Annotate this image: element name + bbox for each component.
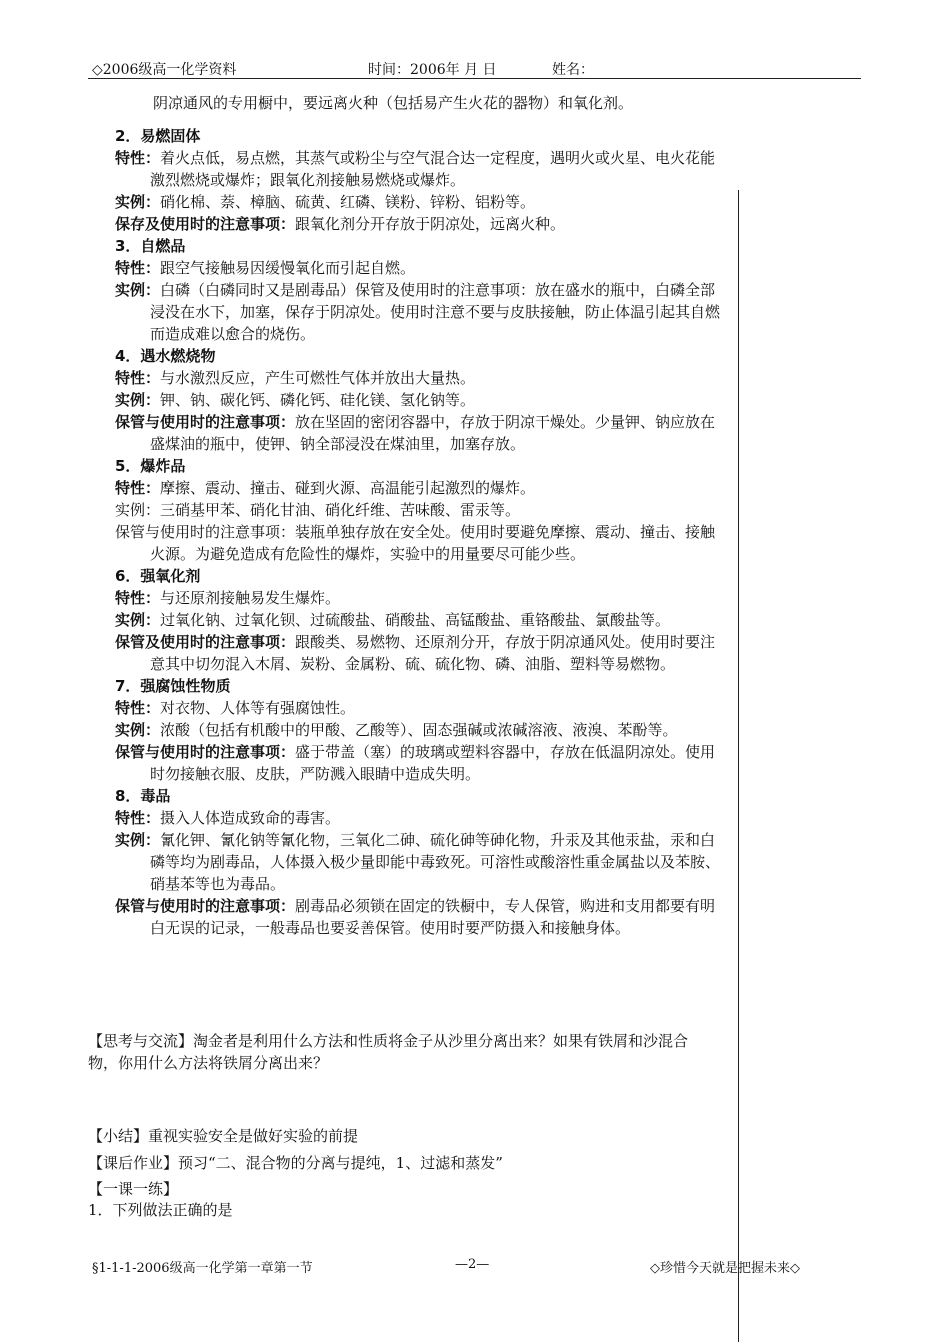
row-label: 实例： [115,193,161,211]
row-text: 白磷（白磷同时又是剧毒品）保管及使用时的注意事项：放在盛水的瓶中，白磷全部浸没在水下，加塞，保存于阴凉处。使用时注意不要与皮肤接触，防止体温引起其自燃而造成难以愈合的烧伤。 [150,281,721,343]
row-label: 实例： [115,721,161,739]
header-time: 时间：2006年 月 日 [368,62,497,78]
row-text: 放在坚固的密闭容器中，存放于阴凉干燥处。少量钾、钠应放在盛煤油的瓶中，使钾、钠全部浸没在煤油里，加塞存放。 [150,413,716,453]
row-text: 对衣物、人体等有强腐蚀性。 [160,699,356,717]
row-text: 浓酸（包括有机酸中的甲酸、乙酸等）、固态强碱或浓碱溶液、液溴、苯酚等。 [160,721,678,739]
row-label: 实例： [115,391,161,409]
row-text: 与水激烈反应，产生可燃性气体并放出大量热。 [160,369,476,387]
think-exchange: 【思考与交流】淘金者是利用什么方法和性质将金子从沙里分离出来？如果有铁屑和沙混合物，你用什么方法将铁屑分离出来？ [88,1032,689,1072]
section-heading: 7．强腐蚀性物质 [115,677,231,695]
homework: 【课后作业】预习“二、混合物的分离与提纯，1、过滤和蒸发” [88,1154,503,1172]
section-row [115,807,727,829]
row-label: 特性： [115,259,161,277]
row-text: 过氧化钠、过氧化钡、过硫酸盐、硝酸盐、高锰酸盐、重铬酸盐、氯酸盐等。 [160,611,671,629]
section-row [115,213,727,235]
row-label: 保存及使用时的注意事项： [115,215,296,233]
row-text: 跟氧化剂分开存放于阴凉处，远离火种。 [295,215,566,233]
section-row [115,367,727,389]
section-heading: 2．易燃固体 [115,127,201,145]
row-label: 特性： [115,589,161,607]
row-label: 特性： [115,809,161,827]
sections [115,125,727,939]
section-row [115,521,727,565]
row-text: 剧毒品必须锁在固定的铁橱中，专人保管，购进和支用都要有明白无误的记录，一般毒品也要妥善保管。使用时要严防摄入和接触身体。 [150,897,716,937]
intro-text: 阴凉通风的专用橱中，要远离火种（包括易产生火花的器物）和氧化剂。 [153,94,634,112]
footer-left: §1-1-1-2006级高一化学第一章第一节 [92,1261,313,1276]
row-text: 摄入人体造成致命的毒害。 [160,809,341,827]
section-row [115,895,727,939]
document-body [115,92,727,939]
row-label: 实例： [115,501,161,519]
section-heading: 4．遇水燃烧物 [115,347,216,365]
binding-line [738,190,739,1342]
row-label: 实例： [115,281,161,299]
row-text: 氰化钾、氰化钠等氰化物，三氧化二砷、硫化砷等砷化物，升汞及其他汞盐，汞和白磷等均为剧毒品，人体摄入极少量即能中毒致死。可溶性或酸溶性重金属盐以及苯胺、硝基苯等也为毒品。 [150,831,721,893]
header-title: ◇2006级高一化学资料 [92,62,237,78]
section-heading: 6．强氧化剂 [115,567,201,585]
header-name: 姓名： [552,62,594,78]
row-label: 特性： [115,699,161,717]
summary: 【小结】重视实验安全是做好实验的前提 [88,1127,359,1145]
page-header [0,57,950,79]
row-label: 特性： [115,479,161,497]
row-text: 跟空气接触易因缓慢氧化而引起自燃。 [160,259,416,277]
page-number: —2— [455,1257,490,1272]
question-1: 1．下列做法正确的是 [88,1201,233,1219]
row-label: 特性： [115,369,161,387]
practice-heading: 【一课一练】 [88,1180,179,1198]
row-label: 保管及使用时的注意事项： [115,633,296,651]
section-heading: 5．爆炸品 [115,457,186,475]
section-row [115,477,727,499]
row-text: 钾、钠、碳化钙、磷化钙、硅化镁、氢化钠等。 [160,391,476,409]
section-row [115,411,727,455]
row-text: 盛于带盖（塞）的玻璃或塑料容器中，存放在低温阴凉处。使用时勿接触衣服、皮肤，严防溅入眼睛中造成失明。 [150,743,716,783]
section-row [115,609,727,631]
header-rule [88,78,861,79]
section-row [115,631,727,675]
row-label: 保管与使用时的注意事项： [115,743,296,761]
row-label: 保管与使用时的注意事项： [115,523,296,541]
section-row [115,829,727,895]
section-row [115,741,727,785]
section-row [115,697,727,719]
row-text: 三硝基甲苯、硝化甘油、硝化纤维、苦味酸、雷汞等。 [160,501,521,519]
row-label: 实例： [115,831,161,849]
section-row [115,191,727,213]
row-label: 保管与使用时的注意事项： [115,413,296,431]
row-text: 硝化棉、萘、樟脑、硫黄、红磷、镁粉、锌粉、铝粉等。 [160,193,536,211]
section-row [115,389,727,411]
row-text: 跟酸类、易燃物、还原剂分开，存放于阴凉通风处。使用时要注意其中切勿混入木屑、炭粉、金属粉、硫、硫化物、磷、油脂、塑料等易燃物。 [150,633,716,673]
row-text: 着火点低，易点燃，其蒸气或粉尘与空气混合达一定程度，遇明火或火星、电火花能激烈燃烧或爆炸；跟氧化剂接触易燃烧或爆炸。 [150,149,716,189]
section-row [115,279,727,345]
footer-right: ◇珍惜今天就是把握未来◇ [650,1261,800,1276]
section-row [115,257,727,279]
row-text: 摩擦、震动、撞击、碰到火源、高温能引起激烈的爆炸。 [160,479,536,497]
section-row [115,719,727,741]
row-label: 实例： [115,611,161,629]
row-label: 保管与使用时的注意事项： [115,897,296,915]
section-heading: 8．毒品 [115,787,171,805]
row-label: 特性： [115,149,161,167]
section-row [115,147,727,191]
section-row [115,587,727,609]
row-text: 装瓶单独存放在安全处。使用时要避免摩擦、震动、撞击、接触火源。为避免造成有危险性的爆炸，实验中的用量要尽可能少些。 [150,523,716,563]
section-heading: 3．自燃品 [115,237,186,255]
section-row [115,499,727,521]
row-text: 与还原剂接触易发生爆炸。 [160,589,341,607]
